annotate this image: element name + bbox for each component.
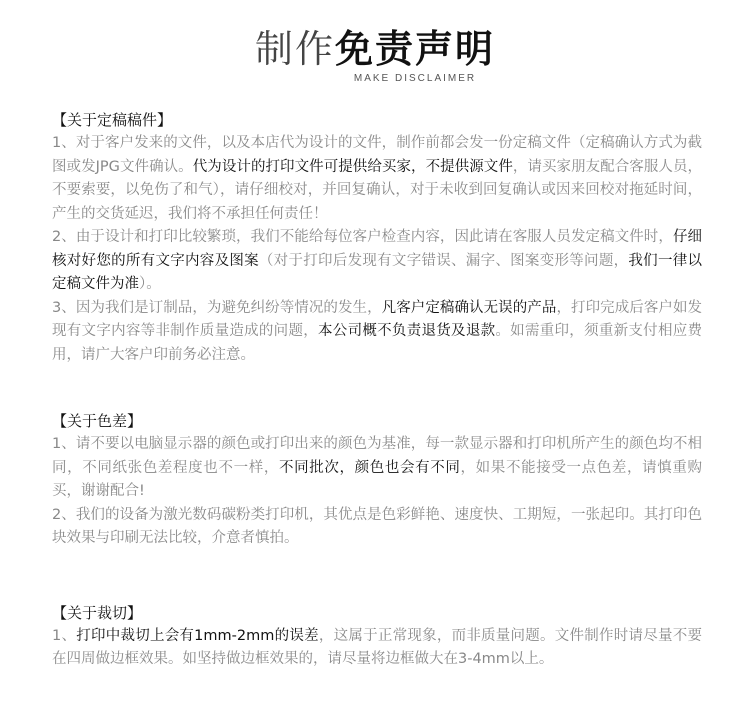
text: 2、由于设计和打印比较繁琐，我们不能给每位客户检查内容，因此请在客服人员发定稿文件时，: [52, 229, 673, 245]
text: ）。: [139, 276, 161, 292]
text: 1、请不要以电脑显示器的颜色或打印出来的颜色为基准，每一款显示器和打印机所产生的颜色均不相同，不同纸张色差程度也不一样，: [52, 436, 702, 476]
title-bold-part: 免责声明: [335, 27, 496, 71]
page-title: [0, 25, 750, 73]
section-cutting: [52, 601, 702, 672]
page-header: [0, 25, 750, 84]
title-light-part: 制作: [254, 27, 335, 71]
text: 3、因为我们是订制品，为避免纠纷等情况的发生，: [52, 299, 382, 316]
paragraph: [52, 226, 702, 297]
text: ，请买家朋友配合客服人员，不要索要，以免伤了和气），请仔细校对，并回复确认，对于未收到回复确认或因来回校对拖延时间，产生的交货延迟，我们将不承担任何责任！: [52, 158, 703, 222]
text: 1、: [52, 627, 77, 644]
section-spacer: [52, 551, 702, 601]
emphasis-text: 本公司概不负责退货及退款: [318, 323, 496, 339]
text: ，打印完成后客户如发现有文字内容等非制作质量造成的问题，: [52, 299, 703, 339]
text: 1、对于客户发来的文件，以及本店代为设计的文件，制作前都会发一份定稿文件（定稿确认方式为截图或发JPG文件确认。: [52, 135, 702, 175]
page-subtitle: MAKE DISCLAIMER: [353, 73, 477, 84]
paragraph: [52, 132, 702, 226]
paragraph: [52, 625, 702, 672]
emphasis-text: 凡客户定稿确认无误的产品: [381, 299, 557, 316]
section-title: 【关于裁切】: [52, 603, 143, 622]
section-spacer: [52, 367, 702, 409]
emphasis-text: 打印中裁切上会有1mm-2mm的误差: [76, 627, 319, 644]
text: ，这属于正常现象，而非质量问题。文件制作时请尽量不要在四周做边框效果。如坚持做边框效果的，请尽量将边框做大在3-4mm以上。: [52, 627, 702, 667]
section-final-draft: [52, 108, 702, 367]
emphasis-text: 我们一律以定稿文件为准: [52, 252, 703, 292]
section-color-difference: [52, 409, 702, 551]
paragraph: [52, 504, 702, 551]
emphasis-text: 代为设计的打印文件可提供给买家，不提供源文件: [192, 158, 513, 175]
section-title: 【关于定稿稿件】: [52, 111, 173, 129]
paragraph: [52, 433, 702, 504]
disclaimer-content: [52, 108, 702, 672]
text: 。如需重印，须重新支付相应费用，请广大客户印前务必注意。: [52, 323, 703, 363]
section-title: 【关于色差】: [52, 412, 143, 430]
text: （对于打印后发现有文字错误、漏字、图案变形等问题，: [258, 252, 629, 269]
text: ，如果不能接受一点色差，请慎重购买，谢谢配合!: [52, 459, 703, 499]
emphasis-text: 不同批次，颜色也会有不同: [278, 459, 461, 476]
text: 2、我们的设备为激光数码碳粉类打印机，其优点是色彩鲜艳、速度快、工期短，一张起印。其打印色块效果与印刷无法比较，介意者慎拍。: [52, 506, 702, 546]
emphasis-text: 仔细核对好您的所有文字内容及图案: [52, 229, 703, 269]
paragraph: [52, 297, 702, 368]
